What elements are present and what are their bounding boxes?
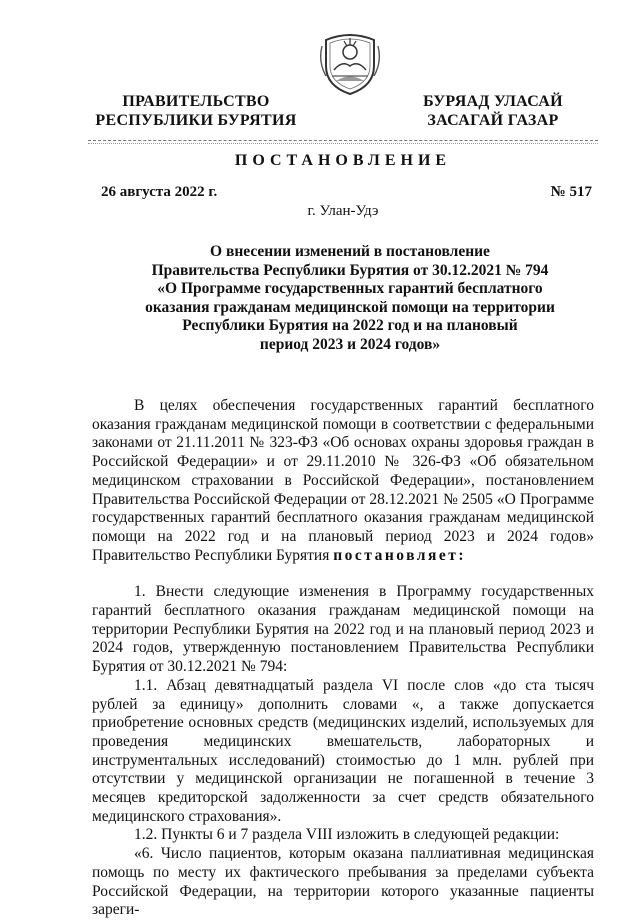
- header-divider: [88, 140, 598, 141]
- header-divider-secondary: [88, 143, 598, 144]
- document-number: № 517: [550, 184, 592, 200]
- document-city: г. Улан-Удэ: [307, 203, 379, 219]
- item-1-1-paragraph: 1.1. Абзац девятнадцатый раздела VI после слов «до ста тысяч рублей за единицу» дополнить словами «, а также допускается приобретение основных средств (медицинских изделий, используемых для проведения медицинских вмешательств, лабораторных и инструментальных исследований) стоимостью до 1 млн. рублей при отсутствии у медицинской организации не погашенной в течение 3 месяцев кредиторской задолженности за счет средств обязательного медицинского страхования».: [92, 676, 594, 825]
- document-date: 26 августа 2022 г.: [101, 184, 218, 200]
- title-line: «О Программе государственных гарантий бесплатного: [157, 280, 543, 298]
- org-ru-line2: РЕСПУБЛИКИ БУРЯТИЯ: [95, 112, 297, 129]
- title-line: период 2023 и 2024 годов»: [259, 335, 441, 353]
- title-line: Республики Бурятия на 2022 год и на плановый: [182, 317, 518, 335]
- org-name-buryat: [398, 92, 588, 130]
- title-line: оказания гражданам медицинской помощи на территории: [145, 298, 555, 316]
- document-body: [92, 397, 594, 920]
- title-line: О внесении изменений в постановление: [210, 243, 490, 260]
- item-1-2-quote-paragraph: «6. Число пациентов, которым оказана паллиативная медицинская помощь по месту их фактического пребывания за пределами субъекта Российской Федерации, на территории которого указанные пациенты зареги-: [92, 845, 594, 919]
- org-name-russian: [88, 92, 304, 130]
- org-bua-line2: ЗАСАГАЙ ГАЗАР: [427, 112, 559, 129]
- coat-of-arms-emblem-icon: [318, 26, 382, 98]
- document-type: ПОСТАНОВЛЕНИЕ: [234, 152, 452, 169]
- preamble-text: В целях обеспечения государственных гарантий бесплатного оказания гражданам медицинской помощи в соответствии с федеральными законами от 21.11.2011 № 323-ФЗ «Об основах охраны здоровья граждан в Российской Федерации» и от 29.11.2010 № 326-ФЗ «Об обязательном медицинском страховании в Российской Федерации», постановлением Правительства Российской Федерации от 28.12.2021 № 2505 «О Программе государственных гарантий бесплатного оказания гражданам медицинской помощи на 2022 год и на плановый период 2023 и 2024 годов» Правительство Республики Бурятия: [92, 397, 594, 564]
- document-title: [110, 243, 590, 355]
- org-bua-line1: БУРЯАД УЛАСАЙ: [423, 93, 563, 110]
- item-1-2-paragraph: 1.2. Пункты 6 и 7 раздела VIII изложить в следующей редакции:: [134, 826, 560, 844]
- item-1-paragraph: 1. Внести следующие изменения в Программу государственных гарантий бесплатного оказания гражданам медицинской помощи на территории Республики Бурятия на 2022 год и на плановый период 2023 и 2024 годов, утвержденную постановлением Правительства Республики Бурятия от 30.12.2021 № 794:: [92, 583, 594, 676]
- decree-word: постановляет:: [333, 546, 467, 564]
- preamble-paragraph: [92, 397, 594, 565]
- title-line: Правительства Республики Бурятия от 30.12.2021 № 794: [151, 261, 549, 279]
- org-ru-line1: ПРАВИТЕЛЬСТВО: [122, 93, 270, 110]
